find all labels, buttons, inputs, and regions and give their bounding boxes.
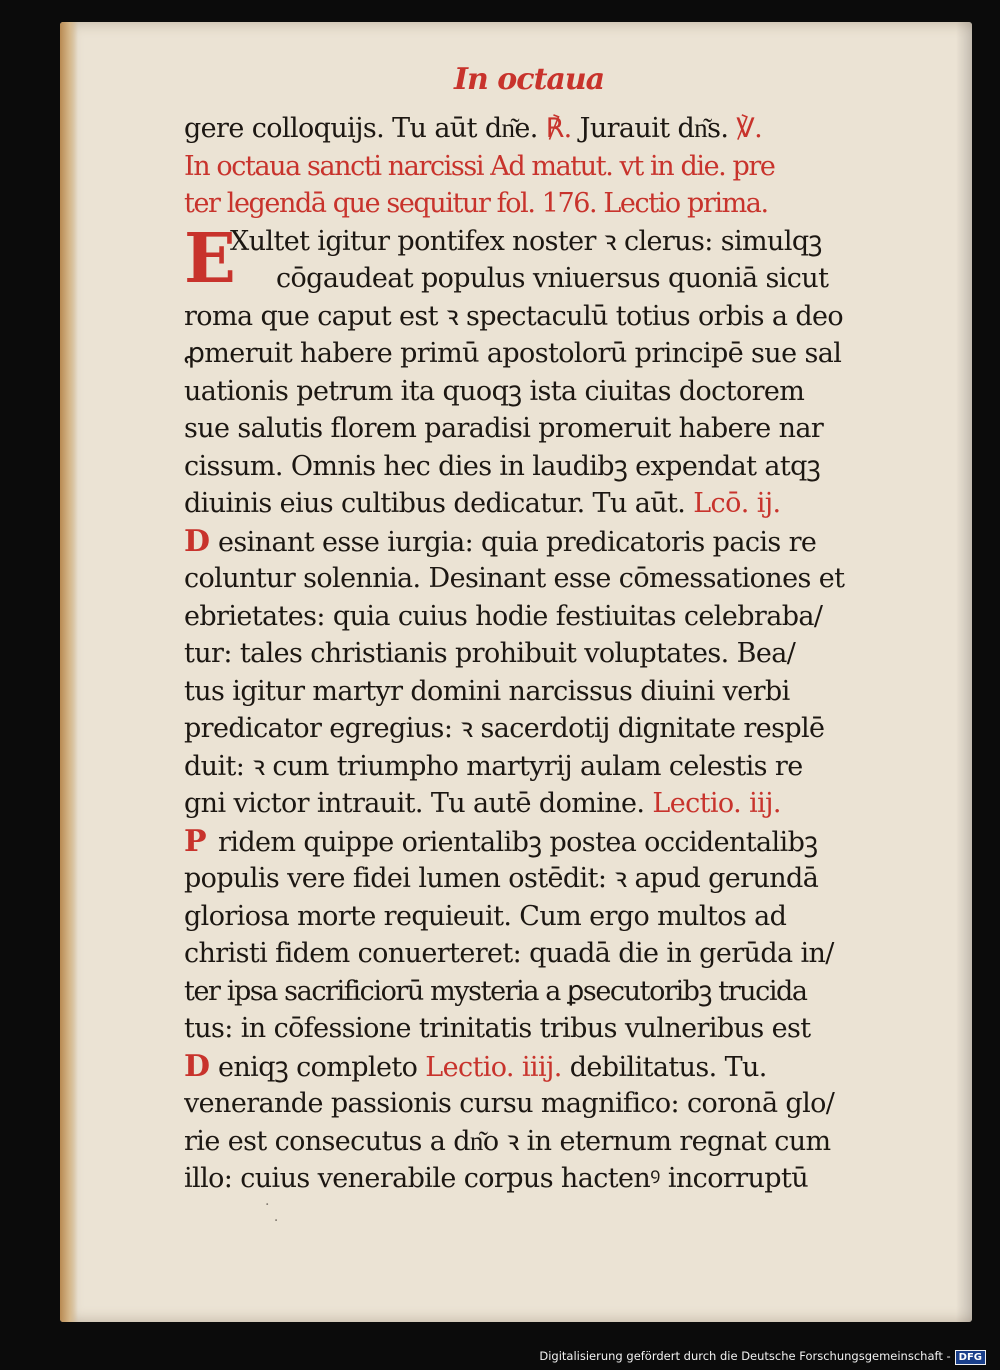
- body-text: esinant esse iurgia: quia predicatoris pacis re: [218, 526, 817, 558]
- rubric-text: ℟.: [545, 113, 580, 144]
- body-text: ridem quippe orientalibꝫ postea occidentalibꝫ: [218, 826, 818, 858]
- text-line: [184, 823, 919, 861]
- body-text: cissum. Omnis hec dies in laudibꝫ expendat atqꝫ: [184, 450, 821, 482]
- body-text: tur: tales christianis prohibuit voluptates. Bea/: [184, 638, 796, 669]
- body-text: tus igitur martyr domini narcissus diuini verbi: [184, 675, 790, 707]
- body-text: gni victor intrauit. Tu autē domine.: [184, 788, 653, 819]
- dfg-logo: DFG: [955, 1350, 986, 1365]
- rubric-text: Lcō. ij.: [693, 488, 781, 519]
- body-text: Jurauit dn͂s.: [579, 113, 737, 144]
- text-line: [184, 1048, 919, 1086]
- body-text: rie est consecutus a dn͂o ꝛ in eternum regnat cum: [184, 1125, 831, 1157]
- body-text: predicator egregius: ꝛ sacerdotij dignitate resplē: [184, 713, 825, 744]
- text-line: [184, 523, 919, 561]
- text-line: [184, 598, 919, 636]
- text-line: [184, 448, 919, 486]
- text-line: [184, 1160, 919, 1198]
- text-line: [184, 635, 919, 673]
- text-line: [184, 1123, 919, 1161]
- body-text: illo: cuius venerabile corpus hactenꝰ incorruptū: [184, 1163, 808, 1194]
- body-text: ꝓmeruit habere primū apostolorū principē sue sal: [184, 338, 842, 369]
- text-line: [184, 485, 919, 523]
- rubric-text: ter legendā que sequitur fol. 176. Lectio prima.: [184, 188, 768, 219]
- funding-credit-text: Digitalisierung gefördert durch die Deutsche Forschungsgemeinschaft -: [539, 1349, 951, 1363]
- body-text: ter ipsa sacrificiorū mysteria a ꝑsecutoribꝫ trucida: [184, 975, 807, 1007]
- rubric-text: ℣.: [736, 113, 763, 144]
- book-page: [60, 22, 972, 1322]
- body-text: tus: in cōfessione trinitatis tribus vulneribus est: [184, 1013, 811, 1044]
- body-text: diuinis eius cultibus dedicatur. Tu aūt.: [184, 488, 694, 519]
- text-line: [184, 560, 919, 598]
- lombard-initial: D: [184, 1048, 210, 1084]
- body-text: christi fidem conuerteret: quadā die in gerūda in/: [184, 938, 834, 969]
- text-line: [230, 223, 919, 261]
- text-line: [184, 373, 919, 411]
- text-line: [184, 110, 919, 148]
- body-text: sue salutis florem paradisi promeruit habere nar: [184, 413, 824, 444]
- text-line: [184, 148, 919, 186]
- text-line: [230, 260, 919, 298]
- text-line: [184, 185, 919, 223]
- rubric-text: Lectio. iij.: [652, 788, 781, 819]
- text-line: [184, 935, 919, 973]
- lombard-initial: P: [184, 823, 206, 859]
- lombard-initial: D: [184, 523, 210, 559]
- text-line: [184, 673, 919, 711]
- body-text: roma que caput est ꝛ spectaculū totius orbis a deo: [184, 300, 844, 332]
- running-header: In octaua: [454, 62, 605, 97]
- text-line: [184, 748, 919, 786]
- funding-credit: [539, 1349, 986, 1365]
- text-line: [184, 898, 919, 936]
- body-text: duit: ꝛ cum triumpho martyrij aulam celestis re: [184, 750, 803, 782]
- body-text: eniqꝫ completo: [218, 1051, 426, 1083]
- body-text: gloriosa morte requieuit. Cum ergo multos ad: [184, 900, 787, 932]
- text-line: [184, 785, 919, 823]
- text-line: [184, 860, 919, 898]
- text-line: [184, 1010, 919, 1048]
- body-text: gere colloquijs. Tu aūt dn͂e.: [184, 113, 546, 144]
- body-text: uationis petrum ita quoqꝫ ista ciuitas doctorem: [184, 375, 805, 407]
- text-line: [184, 973, 919, 1011]
- rubric-text: In octaua sancti narcissi Ad matut. vt in die. pre: [184, 150, 775, 182]
- body-text: Xultet igitur pontifex noster ꝛ clerus: simulqꝫ: [230, 225, 822, 257]
- body-text: ebrietates: quia cuius hodie festiuitas celebraba/: [184, 600, 823, 632]
- text-line: [184, 1085, 919, 1123]
- text-block: [184, 110, 919, 1198]
- text-line: [184, 298, 919, 336]
- text-line: [184, 335, 919, 373]
- rubric-text: Lectio. iiij.: [425, 1051, 562, 1083]
- body-text: debilitatus. Tu.: [561, 1051, 767, 1083]
- page-mark: · ·: [265, 1197, 279, 1229]
- body-text: cōgaudeat populus vniuersus quoniā sicut: [276, 263, 829, 294]
- body-text: venerande passionis cursu magnifico: coronā glo/: [184, 1088, 835, 1119]
- body-text: coluntur solennia. Desinant esse cōmessationes et: [184, 563, 845, 594]
- text-line: [184, 710, 919, 748]
- text-line: [184, 410, 919, 448]
- decorated-initial: E: [184, 218, 236, 299]
- body-text: populis vere fidei lumen ostēdit: ꝛ apud gerundā: [184, 863, 819, 894]
